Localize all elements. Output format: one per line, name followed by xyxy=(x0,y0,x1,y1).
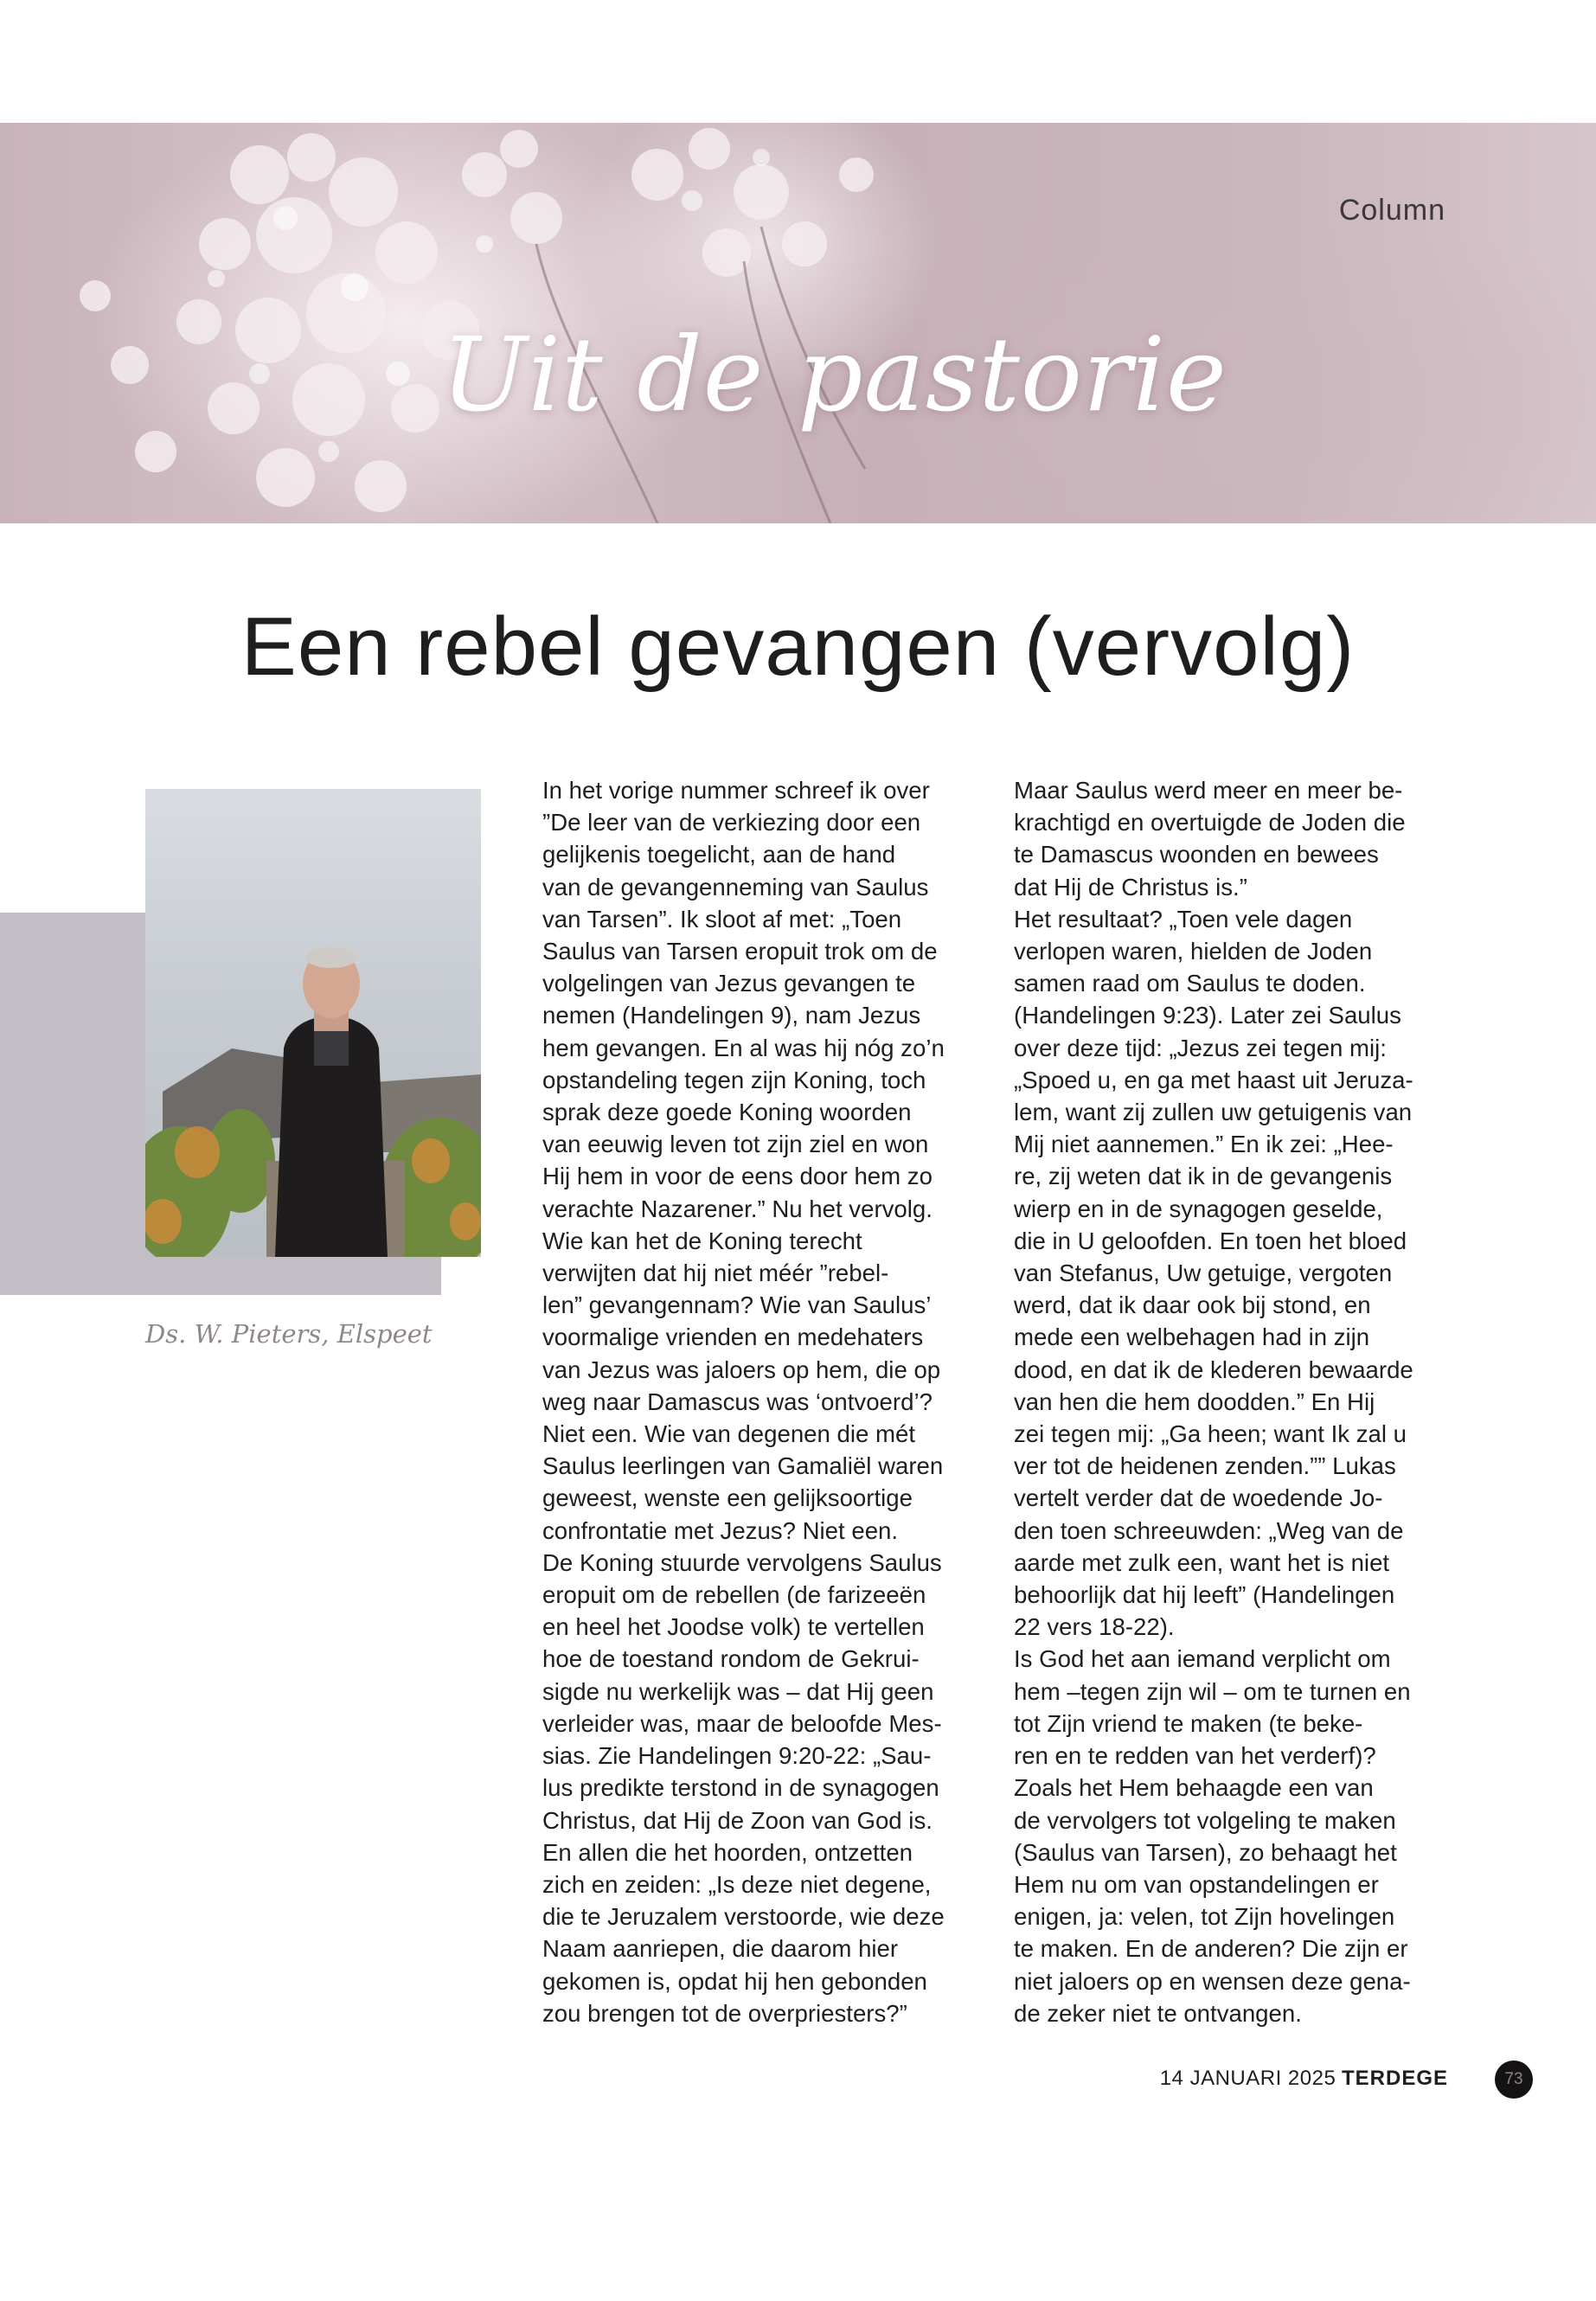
text-line: Wie kan het de Koning terecht xyxy=(542,1227,862,1254)
text-line: over deze tijd: „Jezus zei tegen mij: xyxy=(1014,1034,1387,1061)
text-line: gekomen is, opdat hij hen gebonden xyxy=(542,1967,927,1995)
text-line: van eeuwig leven tot zijn ziel en won xyxy=(542,1131,929,1158)
text-line: die in U geloofden. En toen het bloed xyxy=(1014,1227,1407,1254)
text-line: wierp en in de synagogen geselde, xyxy=(1014,1195,1383,1222)
text-line: Hem nu om van opstandelingen er xyxy=(1014,1870,1379,1898)
text-line: de vervolgers tot volgeling te maken xyxy=(1014,1806,1396,1834)
article-column-1 xyxy=(542,774,975,2029)
text-line: geweest, wenste een gelijksoortige xyxy=(542,1484,913,1512)
text-line: Saulus leerlingen van Gamaliël waren xyxy=(542,1452,944,1480)
text-line: nemen (Handelingen 9), nam Jezus xyxy=(542,1002,921,1029)
text-line: Het resultaat? „Toen vele dagen xyxy=(1014,905,1353,933)
text-line: eropuit om de rebellen (de farizeeën xyxy=(542,1581,926,1609)
text-line: samen raad om Saulus te doden. xyxy=(1014,970,1366,997)
text-line: verleider was, maar de beloofde Mes- xyxy=(542,1709,942,1737)
text-line: ren en te redden van het verderf)? xyxy=(1014,1742,1376,1770)
text-line: volgelingen van Jezus gevangen te xyxy=(542,970,916,997)
text-line: sprak deze goede Koning woorden xyxy=(542,1099,912,1126)
text-line: niet jaloers op en wensen deze gena- xyxy=(1014,1967,1411,1995)
author-caption: Ds. W. Pieters, Elspeet xyxy=(145,1319,433,1349)
text-line: hem gevangen. En al was hij nóg zo’n xyxy=(542,1034,945,1061)
text-line: Is God het aan iemand verplicht om xyxy=(1014,1645,1391,1673)
text-line: verachte Nazarener.” Nu het vervolg. xyxy=(542,1195,933,1222)
text-line: de zeker niet te ontvangen. xyxy=(1014,1999,1302,2027)
text-line: behoorlijk dat hij leeft” (Handelingen xyxy=(1014,1581,1395,1609)
text-line: opstandeling tegen zijn Koning, toch xyxy=(542,1066,926,1093)
text-line: zei tegen mij: „Ga heen; want Ik zal u xyxy=(1014,1420,1407,1448)
text-line: te maken. En de anderen? Die zijn er xyxy=(1014,1935,1408,1963)
article-column-2 xyxy=(1014,774,1446,2029)
text-line: len” gevangennam? Wie van Saulus’ xyxy=(542,1292,932,1319)
text-line: (Saulus van Tarsen), zo behaagt het xyxy=(1014,1838,1397,1866)
article-title: Een rebel gevangen (vervolg) xyxy=(240,600,1356,693)
text-line: gelijkenis toegelicht, aan de hand xyxy=(542,841,896,868)
text-line: verwijten dat hij niet méér ”rebel- xyxy=(542,1259,889,1287)
text-line: den toen schreeuwden: „Weg van de xyxy=(1014,1516,1404,1544)
text-line: Zoals het Hem behaagde een van xyxy=(1014,1774,1374,1802)
text-line: krachtigd en overtuigde de Joden die xyxy=(1014,809,1406,836)
text-line: te Damascus woonden en bewees xyxy=(1014,841,1379,868)
text-line: van Tarsen”. Ik sloot af met: „Toen xyxy=(542,905,902,933)
text-line: 22 vers 18-22). xyxy=(1014,1613,1175,1641)
text-line: Saulus van Tarsen eropuit trok om de xyxy=(542,938,938,965)
text-line: re, zij weten dat ik in de gevangenis xyxy=(1014,1163,1393,1190)
text-line: van de gevangenneming van Saulus xyxy=(542,873,929,901)
text-line: die te Jeruzalem verstoorde, wie deze xyxy=(542,1903,945,1931)
series-title: Uit de pastorie xyxy=(441,315,1227,434)
text-line: van Stefanus, Uw getuige, vergoten xyxy=(1014,1259,1393,1287)
text-line: ”De leer van de verkiezing door een xyxy=(542,809,921,836)
text-line: ver tot de heidenen zenden.”” Lukas xyxy=(1014,1452,1396,1480)
text-line: lus predikte terstond in de synagogen xyxy=(542,1774,939,1802)
text-line: En allen die het hoorden, ontzetten xyxy=(542,1838,913,1866)
text-line: sigde nu werkelijk was – dat Hij geen xyxy=(542,1677,934,1705)
text-line: Christus, dat Hij de Zoon van God is. xyxy=(542,1806,933,1834)
text-line: Mij niet aannemen.” En ik zei: „Hee- xyxy=(1014,1131,1394,1158)
text-line: mede een welbehagen had in zijn xyxy=(1014,1324,1370,1351)
text-line: weg naar Damascus was ‘ontvoerd’? xyxy=(542,1388,933,1415)
text-line: tot Zijn vriend te maken (te beke- xyxy=(1014,1709,1363,1737)
text-line: (Handelingen 9:23). Later zei Saulus xyxy=(1014,1002,1401,1029)
text-line: en heel het Joodse volk) te vertellen xyxy=(542,1613,925,1641)
text-line: confrontatie met Jezus? Niet een. xyxy=(542,1516,899,1544)
text-line: Naam aanriepen, die daarom hier xyxy=(542,1935,899,1963)
text-line: aarde met zulk een, want het is niet xyxy=(1014,1548,1390,1576)
text-line: vertelt verder dat de woedende Jo- xyxy=(1014,1484,1383,1512)
text-line: Maar Saulus werd meer en meer be- xyxy=(1014,777,1403,804)
header-photo-band xyxy=(0,123,1596,523)
text-line: voormalige vrienden en medehaters xyxy=(542,1324,924,1351)
text-line: verlopen waren, hielden de Joden xyxy=(1014,938,1373,965)
page-footer xyxy=(1160,2067,1448,2091)
section-label: Column xyxy=(1338,194,1445,227)
text-line: van hen die hem doodden.” En Hij xyxy=(1014,1388,1375,1415)
text-line: Niet een. Wie van degenen die mét xyxy=(542,1420,916,1448)
text-line: hem –tegen zijn wil – om te turnen en xyxy=(1014,1677,1411,1705)
text-line: In het vorige nummer schreef ik over xyxy=(542,777,930,804)
text-line: lem, want zij zullen uw getuigenis van xyxy=(1014,1099,1413,1126)
text-line: van Jezus was jaloers op hem, die op xyxy=(542,1356,941,1383)
text-line: hoe de toestand rondom de Gekrui- xyxy=(542,1645,920,1673)
text-line: „Spoed u, en ga met haast uit Jeruza- xyxy=(1014,1066,1413,1093)
text-line: zich en zeiden: „Is deze niet degene, xyxy=(542,1870,932,1898)
text-line: zou brengen tot de overpriesters?” xyxy=(542,1999,907,2027)
text-line: enigen, ja: velen, tot Zijn hovelingen xyxy=(1014,1903,1395,1931)
text-line: werd, dat ik daar ook bij stond, en xyxy=(1014,1292,1371,1319)
text-line: De Koning stuurde vervolgens Saulus xyxy=(542,1548,942,1576)
text-line: dood, en dat ik de klederen bewaarde xyxy=(1014,1356,1413,1383)
issue-date: 14 JANUARI 2025 xyxy=(1159,2067,1336,2090)
text-line: sias. Zie Handelingen 9:20-22: „Sau- xyxy=(542,1742,932,1770)
text-line: Hij hem in voor de eens door hem zo xyxy=(542,1163,933,1190)
author-portrait xyxy=(145,789,481,1257)
author-portrait-illustration xyxy=(145,789,481,1257)
text-line: dat Hij de Christus is.” xyxy=(1014,873,1247,901)
magazine-name: TERDEGE xyxy=(1341,2067,1448,2090)
page-number: 73 xyxy=(1495,2061,1533,2099)
